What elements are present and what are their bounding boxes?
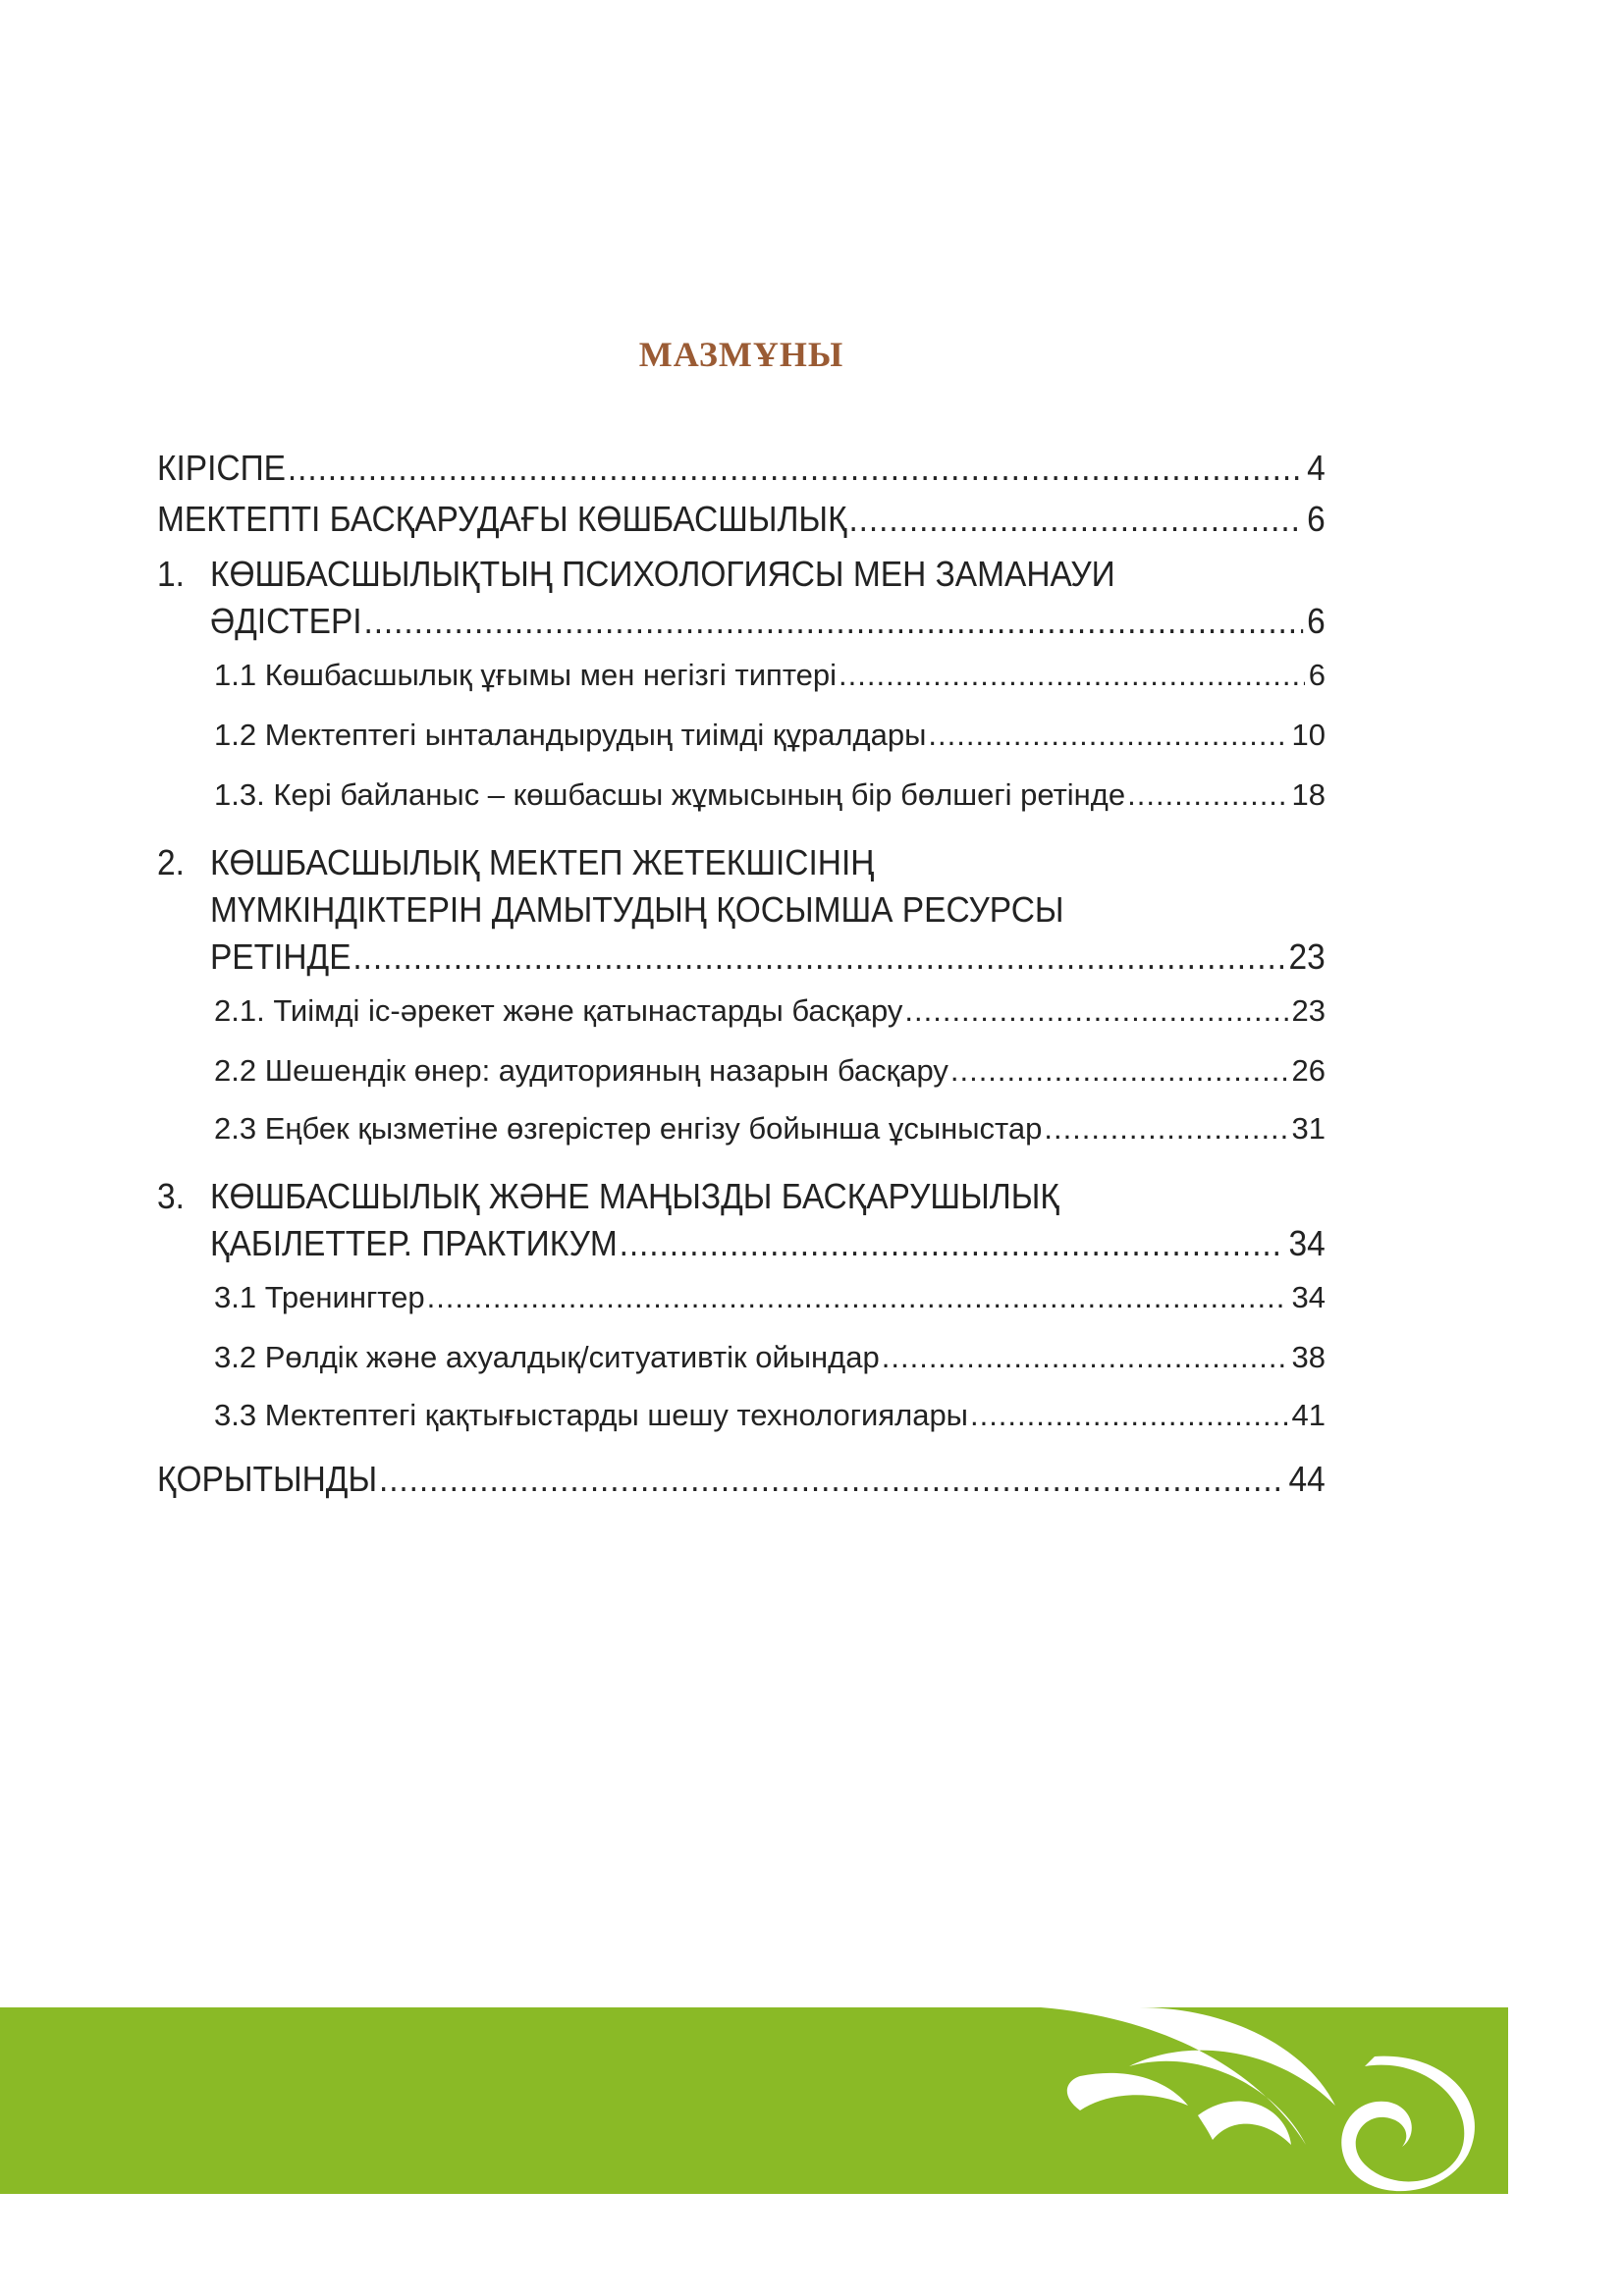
dot-leader [904, 993, 1287, 1029]
toc-entry-3-1[interactable] [157, 1272, 1326, 1340]
toc-page-number: 34 [1291, 1280, 1326, 1314]
toc-page-number: 4 [1307, 448, 1326, 488]
toc-entry-conclusion[interactable] [157, 1459, 1326, 1510]
chapter-title-line: КӨШБАСШЫЛЫҚ ЖӘНЕ МАҢЫЗДЫ БАСҚАРУШЫЛЫҚ [209, 1176, 1059, 1216]
toc-page-number: 44 [1288, 1459, 1326, 1499]
toc-page-number: 38 [1291, 1340, 1326, 1374]
chapter-number: 2. [157, 842, 185, 882]
toc-page-number: 18 [1291, 777, 1326, 812]
toc-entry-2-1[interactable] [157, 986, 1326, 1053]
chapter-title-line: ҚАБІЛЕТТЕР. ПРАКТИКУМ [209, 1223, 618, 1263]
toc-label: 2.2 Шешендік өнер: аудиторияның назарын басқару [214, 1053, 948, 1088]
toc-label: ҚОРЫТЫНДЫ [157, 1459, 378, 1499]
chapter-title-line: ӘДІСТЕРІ [209, 601, 362, 641]
dot-leader [970, 1398, 1288, 1433]
green-ornament-band [0, 2007, 1508, 2194]
toc-chapter-3[interactable] [157, 1176, 1326, 1272]
toc-entry-1-1[interactable] [157, 650, 1326, 718]
chapter-title-line: МҮМКІНДІКТЕРІН ДАМЫТУДЫҢ ҚОСЫМША РЕСУРСЫ [209, 889, 1064, 930]
toc-entry-leadership[interactable] [157, 499, 1326, 550]
dot-leader [950, 1053, 1288, 1089]
toc-label: 3.2 Рөлдік және ахуалдық/ситуативтік ойындар [214, 1340, 880, 1374]
toc-page-number: 34 [1288, 1223, 1326, 1263]
toc-label: МЕКТЕПТІ БАСҚАРУДАҒЫ КӨШБАСШЫЛЫҚ [157, 499, 847, 539]
toc-page-number: 6 [1307, 499, 1326, 539]
toc-entry-intro[interactable] [157, 448, 1326, 499]
toc-chapter-1[interactable] [157, 554, 1326, 650]
toc-page-number: 31 [1291, 1111, 1326, 1146]
toc-label: 2.3 Еңбек қызметіне өзгерістер енгізу бойынша ұсыныстар [214, 1111, 1043, 1146]
toc-chapter-2[interactable] [157, 842, 1326, 986]
toc-page-number: 6 [1308, 658, 1326, 692]
toc-entry-2-2[interactable] [157, 1053, 1326, 1111]
toc-page-number: 26 [1291, 1053, 1326, 1088]
dot-leader [1044, 1111, 1287, 1147]
chapter-title-line: КӨШБАСШЫЛЫҚТЫҢ ПСИХОЛОГИЯСЫ МЕН ЗАМАНАУИ [209, 554, 1115, 594]
toc-entry-3-2[interactable] [157, 1340, 1326, 1398]
toc-page-number: 10 [1291, 718, 1326, 752]
dot-leader [839, 658, 1305, 693]
toc-entry-3-3[interactable] [157, 1398, 1326, 1455]
dot-leader [427, 1280, 1288, 1315]
toc-entry-1-2[interactable] [157, 718, 1326, 777]
toc-page-number: 23 [1288, 936, 1326, 977]
chapter-number: 1. [157, 554, 185, 594]
chapter-title-line: КӨШБАСШЫЛЫҚ МЕКТЕП ЖЕТЕКШІСІНІҢ [209, 842, 875, 882]
chapter-number: 3. [157, 1176, 185, 1216]
table-of-contents [157, 448, 1326, 1510]
toc-label: 3.1 Тренингтер [214, 1280, 425, 1314]
chapter-title-line: РЕТІНДЕ [209, 936, 352, 977]
toc-page-number: 6 [1307, 601, 1326, 641]
dot-leader [882, 1340, 1288, 1375]
toc-page-number: 41 [1291, 1398, 1326, 1432]
dot-leader [928, 718, 1287, 753]
dot-leader [379, 1459, 1285, 1500]
toc-entry-2-3[interactable] [157, 1111, 1326, 1166]
toc-label: 3.3 Мектептегі қақтығыстарды шешу технологиялары [214, 1398, 968, 1432]
dot-leader [288, 448, 1303, 489]
toc-label: 1.2 Мектептегі ынталандырудың тиімді құралдары [214, 718, 927, 752]
page-title: МАЗМҰНЫ [638, 335, 844, 374]
dot-leader [848, 499, 1303, 540]
toc-page-number: 23 [1291, 993, 1326, 1028]
dot-leader [620, 1223, 1285, 1264]
toc-entry-1-3[interactable] [157, 777, 1326, 832]
toc-label: 2.1. Тиімді іс-әрекет және қатынастарды басқару [214, 993, 903, 1028]
toc-label: 1.3. Кері байланыс – көшбасшы жұмысының бір бөлшегі ретінде [214, 777, 1126, 812]
dot-leader [363, 601, 1303, 642]
toc-label: КІРІСПЕ [157, 448, 287, 488]
dot-leader [352, 936, 1284, 978]
dot-leader [1127, 777, 1287, 813]
toc-label: 1.1 Көшбасшылық ұғымы мен негізгі типтері [214, 658, 838, 692]
